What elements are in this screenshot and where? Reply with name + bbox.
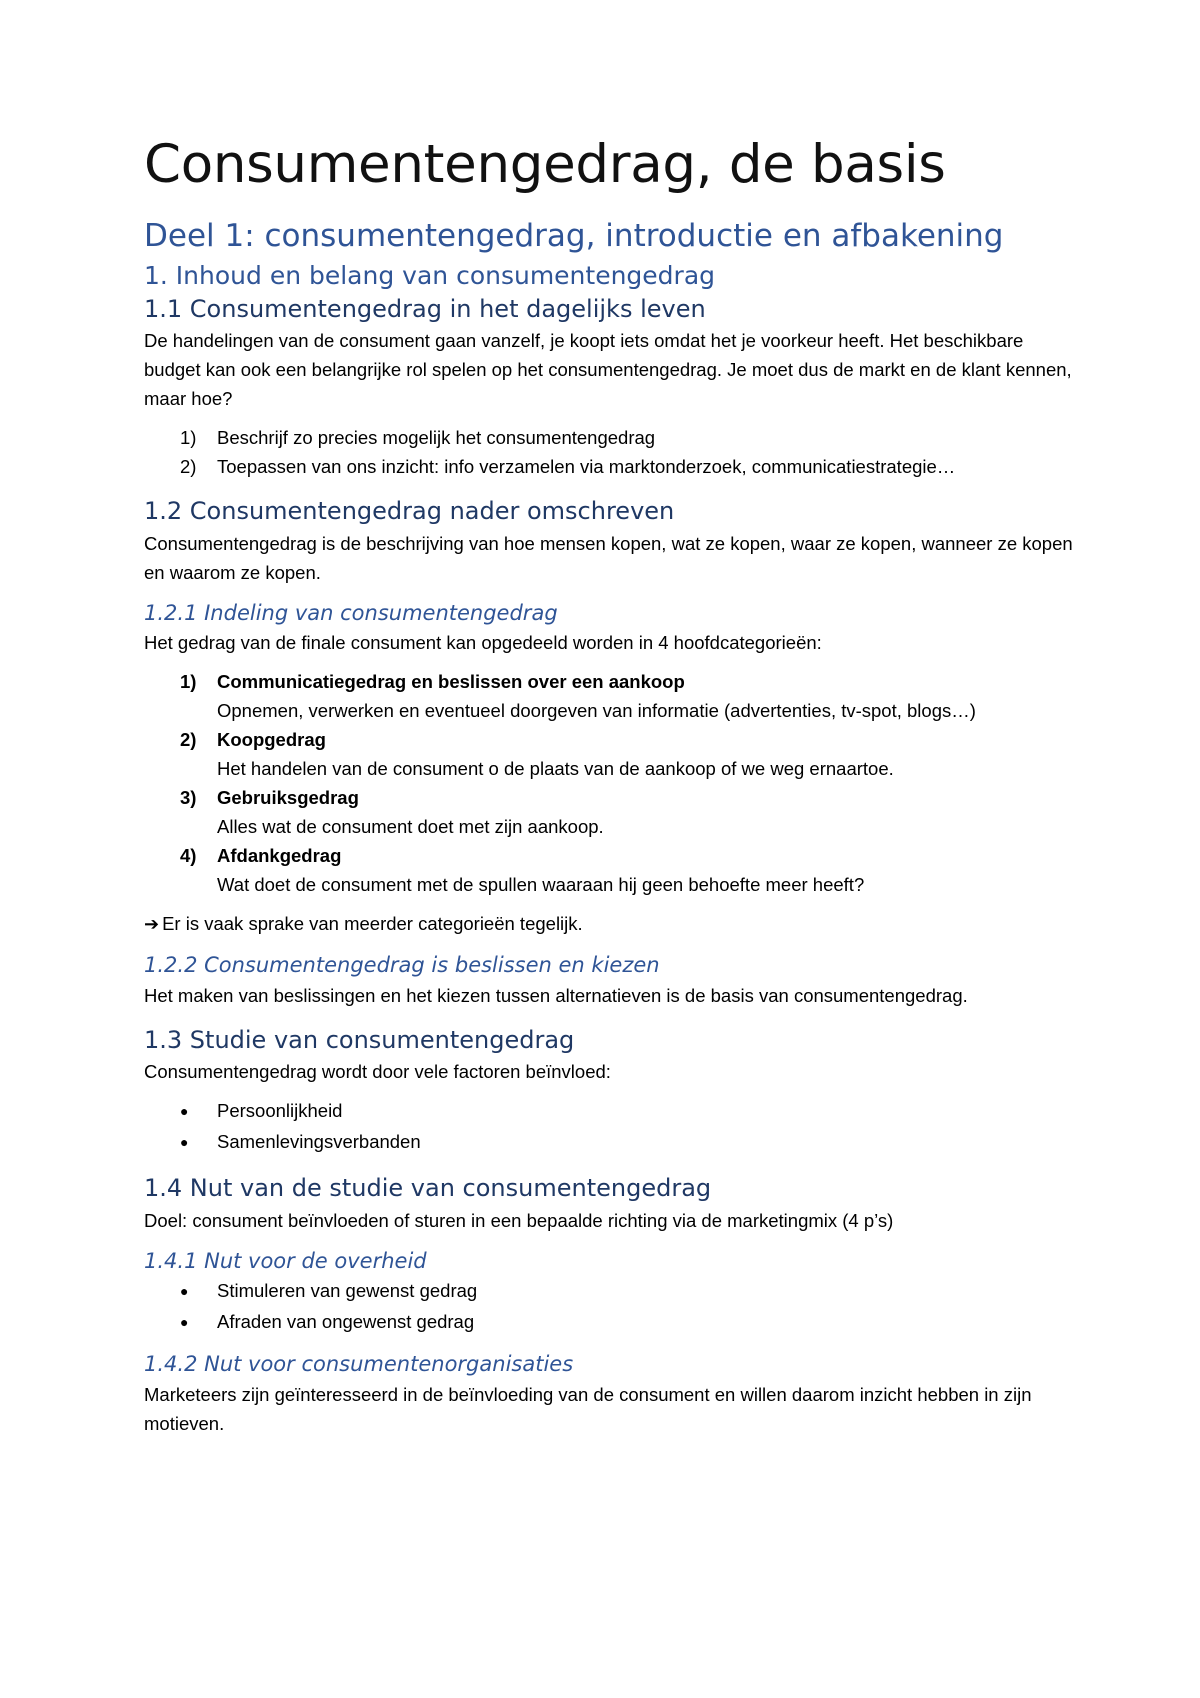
subsection-1-2-2-paragraph: Het maken van beslissingen en het kiezen tussen alternatieven is de basis van consumentengedrag. xyxy=(144,984,968,1006)
subsection-heading-1-4-2: 1.4.2 Nut voor consumentenorganisaties xyxy=(144,1352,574,1377)
list-item-text: Toepassen van ons inzicht: info verzamelen via marktonderzoek, communicatiestrategie… xyxy=(217,456,956,478)
list-item xyxy=(144,1096,1080,1127)
government-list xyxy=(144,1276,1080,1338)
section-1-2-paragraph: Consumentengedrag is de beschrijving van hoe mensen kopen, wat ze kopen, waar ze kopen, wanneer ze kopen en waarom ze kopen. xyxy=(144,533,1073,584)
list-item xyxy=(144,725,1080,783)
bullet-marker xyxy=(144,1096,217,1127)
bullet-icon: ● xyxy=(180,1314,189,1331)
list-number: 1) xyxy=(180,427,197,449)
arrow-right-icon: ➔ xyxy=(144,914,160,935)
subsection-heading-1-4-1: 1.4.1 Nut voor de overheid xyxy=(144,1249,427,1274)
category-title: Koopgedrag xyxy=(217,729,326,751)
list-item xyxy=(144,1127,1080,1158)
category-description: Het handelen van de consument o de plaats van de aankoop of we weg ernaartoe. xyxy=(217,758,894,780)
section-heading-1-1: 1.1 Consumentengedrag in het dagelijks leven xyxy=(144,294,706,323)
list-item-text: Afraden van ongewenst gedrag xyxy=(217,1311,475,1333)
list-item-text: Beschrijf zo precies mogelijk het consumentengedrag xyxy=(217,427,656,449)
factors-list xyxy=(144,1096,1080,1158)
list-item xyxy=(144,423,1080,452)
bullet-marker xyxy=(144,1276,217,1307)
list-number: 4) xyxy=(180,845,197,867)
list-item xyxy=(144,1307,1080,1338)
bullet-icon: ● xyxy=(180,1134,189,1151)
category-title: Communicatiegedrag en beslissen over een aankoop xyxy=(217,671,685,693)
subsection-1-2-1-paragraph: Het gedrag van de finale consument kan opgedeeld worden in 4 hoofdcategorieën: xyxy=(144,632,822,654)
list-item-content xyxy=(217,667,1080,725)
list-number: 3) xyxy=(180,787,197,809)
section-heading-1-4: 1.4 Nut van de studie van consumentengedrag xyxy=(144,1174,712,1203)
categories-list xyxy=(144,667,1080,899)
subsection-1-4-2-paragraph: Marketeers zijn geïnteresseerd in de beïnvloeding van de consument en willen daarom inzicht hebben in zijn motieven. xyxy=(144,1383,1032,1434)
list-item xyxy=(144,1276,1080,1307)
category-description: Wat doet de consument met de spullen waaraan hij geen behoefte meer heeft? xyxy=(217,874,865,896)
list-item-text: Persoonlijkheid xyxy=(217,1100,343,1122)
bullet-marker xyxy=(144,1307,217,1338)
bullet-icon: ● xyxy=(180,1103,189,1120)
subsection-heading-1-2-2: 1.2.2 Consumentengedrag is beslissen en kiezen xyxy=(144,953,660,978)
page-title: Consumentengedrag, de basis xyxy=(144,134,946,195)
list-item-text: Stimuleren van gewenst gedrag xyxy=(217,1280,478,1302)
category-title: Gebruiksgedrag xyxy=(217,787,359,809)
subsection-heading-1-2-1: 1.2.1 Indeling van consumentengedrag xyxy=(144,601,558,626)
section-1-1-paragraph: De handelingen van de consument gaan vanzelf, je koopt iets omdat het je voorkeur heeft. Het beschikbare budget kan ook een belangrijke rol spelen op het consumentengedrag. Je moet dus de markt en de klant kennen, maar hoe? xyxy=(144,330,1072,410)
list-item-content xyxy=(217,725,1080,783)
list-item xyxy=(144,783,1080,841)
list-number: 1) xyxy=(180,671,197,693)
section-1-3-paragraph: Consumentengedrag wordt door vele factoren beïnvloed: xyxy=(144,1061,611,1083)
section-heading-1-3: 1.3 Studie van consumentengedrag xyxy=(144,1025,575,1054)
section-1-1-list xyxy=(144,423,1080,481)
bullet-marker xyxy=(144,1127,217,1158)
category-description: Alles wat de consument doet met zijn aankoop. xyxy=(217,816,604,838)
category-description: Opnemen, verwerken en eventueel doorgeven van informatie (advertenties, tv-spot, blogs…) xyxy=(217,700,976,722)
part-heading: Deel 1: consumentengedrag, introductie en afbakening xyxy=(144,218,1004,254)
list-number: 2) xyxy=(180,456,197,478)
arrow-note-text: Er is vaak sprake van meerder categorieën tegelijk. xyxy=(162,913,583,935)
list-number: 2) xyxy=(180,729,197,751)
bullet-icon: ● xyxy=(180,1283,189,1300)
arrow-note xyxy=(144,909,1080,939)
category-title: Afdankgedrag xyxy=(217,845,342,867)
section-heading-1-2: 1.2 Consumentengedrag nader omschreven xyxy=(144,497,675,526)
list-item xyxy=(144,667,1080,725)
list-item xyxy=(144,841,1080,899)
list-item-text: Samenlevingsverbanden xyxy=(217,1131,421,1153)
section-1-4-paragraph: Doel: consument beïnvloeden of sturen in een bepaalde richting via de marketingmix (4 p’s) xyxy=(144,1210,894,1232)
list-item-content xyxy=(217,783,1080,841)
list-item xyxy=(144,452,1080,481)
list-item-content xyxy=(217,841,1080,899)
chapter-heading: 1. Inhoud en belang van consumentengedrag xyxy=(144,260,716,290)
